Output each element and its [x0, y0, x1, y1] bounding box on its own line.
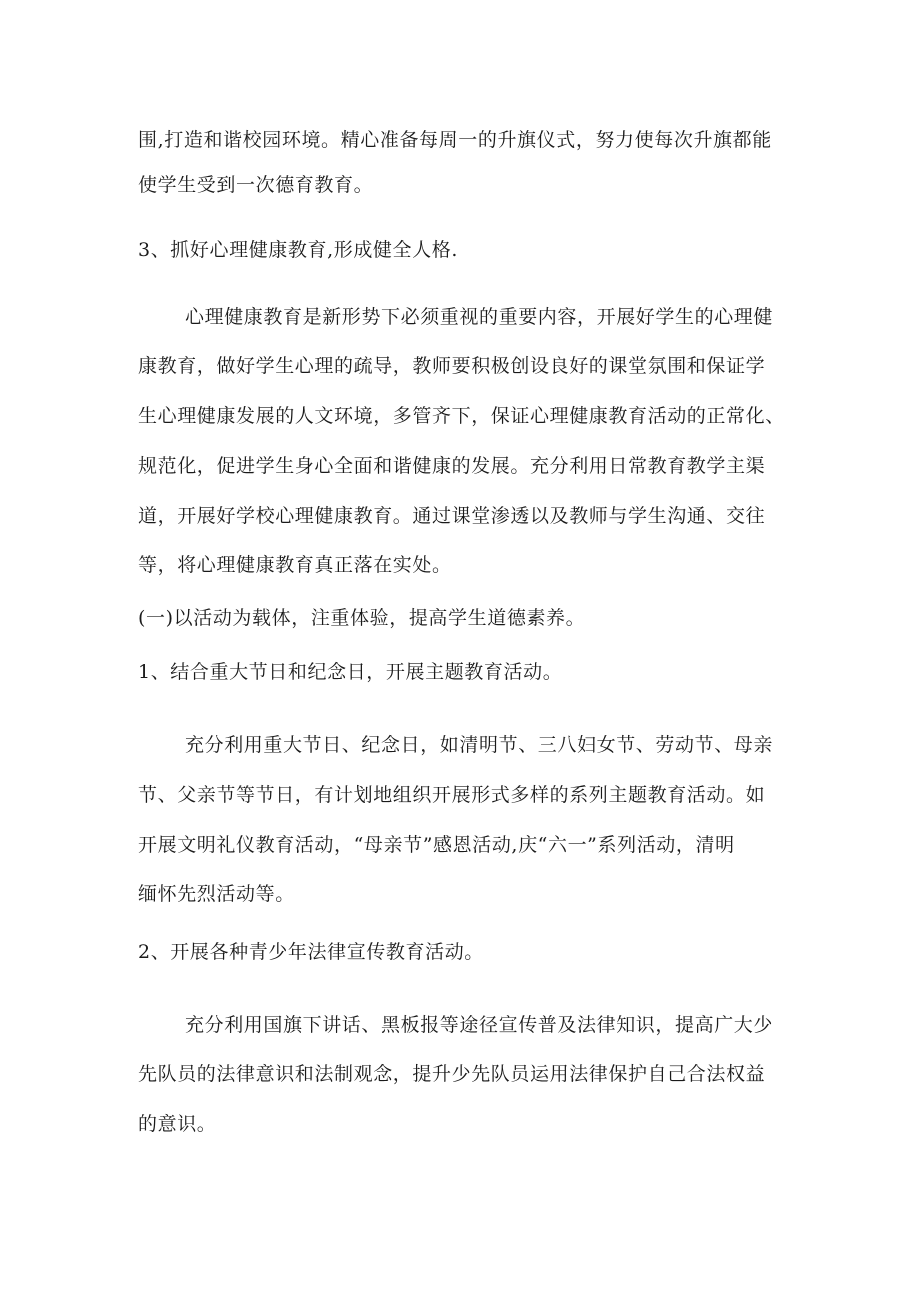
paragraph-line: 规范化，促进学生身心全面和谐健康的发展。充分利用日常教育教学主渠: [138, 455, 766, 477]
paragraph-line: 道，开展好学校心理健康教育。通过课堂渗透以及教师与学生沟通、交往: [138, 505, 766, 527]
heading-3: 3、抓好心理健康教育,形成健全人格.: [138, 239, 458, 261]
paragraph-line: 节、父亲节等节日，有计划地组织开展形式多样的系列主题教育活动。如: [138, 784, 766, 806]
paragraph-line: 使学生受到一次德育教育。: [138, 174, 374, 196]
paragraph-line: 充分利用国旗下讲话、黑板报等途径宣传普及法律知识，提高广大少: [185, 1014, 774, 1036]
paragraph-line: 围,打造和谐校园环境。精心准备每周一的升旗仪式，努力使每次升旗都能: [138, 129, 772, 151]
section-heading: (一)以活动为载体，注重体验，提高学生道德素养。: [138, 607, 586, 629]
paragraph-line: 充分利用重大节日、纪念日，如清明节、三八妇女节、劳动节、母亲: [185, 734, 774, 756]
paragraph-line: 开展文明礼仪教育活动，“母亲节”感恩活动,庆“六一”系列活动，清明: [138, 834, 735, 856]
paragraph-line: 的意识。: [138, 1113, 217, 1135]
heading-2: 2、开展各种青少年法律宣传教育活动。: [138, 941, 484, 963]
paragraph-line: 心理健康教育是新形势下必须重视的重要内容，开展好学生的心理健: [185, 306, 774, 328]
paragraph-line: 等，将心理健康教育真正落在实处。: [138, 554, 452, 576]
paragraph-line: 生心理健康发展的人文环境，多管齐下，保证心理健康教育活动的正常化、: [138, 405, 785, 427]
paragraph-line: 缅怀先烈活动等。: [138, 883, 295, 905]
paragraph-line: 康教育，做好学生心理的疏导，教师要积极创设良好的课堂氛围和保证学: [138, 355, 766, 377]
heading-1: 1、结合重大节日和纪念日，开展主题教育活动。: [138, 661, 563, 683]
paragraph-line: 先队员的法律意识和法制观念，提升少先队员运用法律保护自己合法权益: [138, 1063, 766, 1085]
